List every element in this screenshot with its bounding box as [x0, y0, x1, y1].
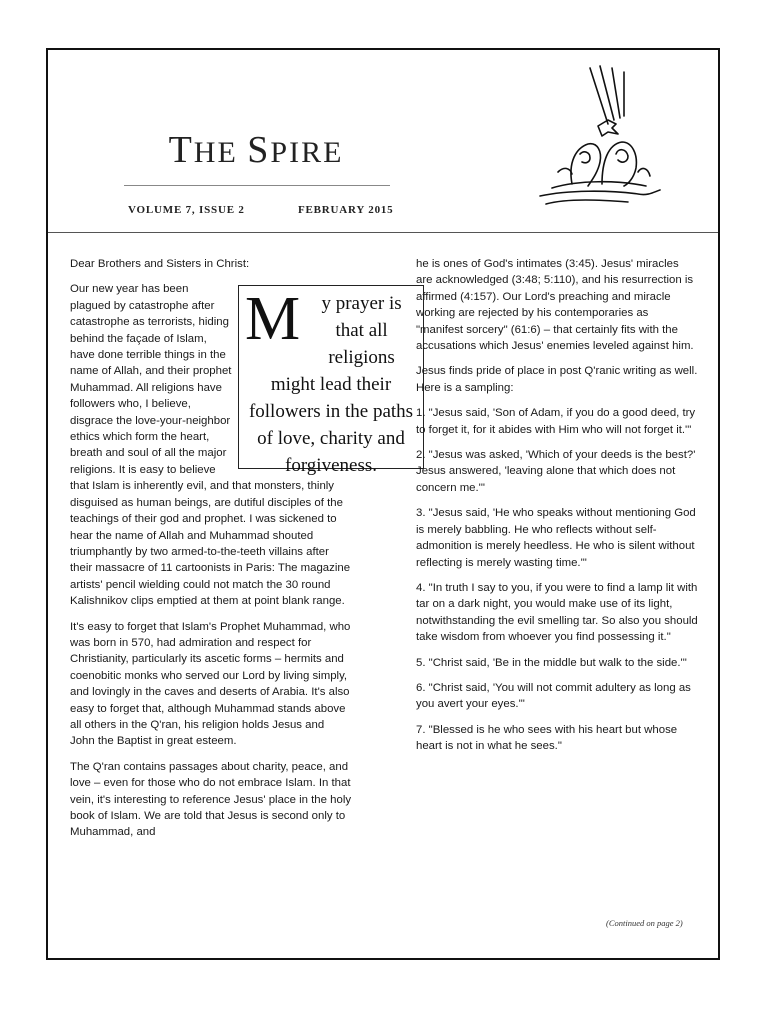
- body-paragraph: It's easy to forget that Islam's Prophet Muhammad, who was born in 570, had admiration and respect for Christianity, particularly its ascetic forms – hermits and coenobitic monks who served our Lord by living simply, and lovingly in the caves and deserts of Arabia. It's also easy to forget that, although Muhammad stands above all others in the Q'ran, his religion holds Jesus and John the Baptist in great esteem.: [70, 620, 351, 748]
- continued-note: (Continued on page 2): [606, 918, 683, 928]
- saying-item: 6. "Christ said, 'You will not commit adultery as long as you avert your eyes.'": [416, 681, 691, 711]
- pull-quote: [238, 285, 424, 477]
- saying-item: 5. "Christ said, 'Be in the middle but walk to the side.'": [416, 656, 687, 669]
- issue-date: FEBRUARY 2015: [298, 204, 394, 216]
- pull-quote-text: y prayer is that all religions might lead their followers in the paths of love, charity and forgiveness.: [248, 293, 414, 477]
- saying-item: 4. "In truth I say to you, if you were to find a lamp lit with tar on a dark night, you would make use of its light, notwithstanding the evil smelling tar. So also you should take wisdom from whoever you find possessing it.": [416, 581, 698, 644]
- pull-quote-dropcap: M: [245, 285, 301, 354]
- saying-item: 1. "Jesus said, 'Son of Adam, if you do a good deed, try to forget it, for it abides with Him who will not forget it.'": [416, 407, 696, 436]
- header-divider: [48, 232, 718, 233]
- saying-item: 7. "Blessed is he who sees with his heart but whose heart is not in what he sees.": [416, 723, 678, 753]
- body-paragraph: The Q'ran contains passages about charity, peace, and love – even for those who do not embrace Islam. In that vein, it's interesting to reference Jesus' place in the holy book of Islam. We are told that Jesus is second only to Muhammad, and: [70, 760, 352, 839]
- body-paragraph: he is ones of God's intimates (3:45). Jesus' miracles are acknowledged (3:48; 5:110), and his resurrection is affirmed (4:157). Our Lord's preaching and miracle working are rejected by his contemporaries as "manifest sorcery" (61:6) – that certainly fits with the accusations which Jesus' enemies leveled against him.: [416, 258, 694, 353]
- right-column: [416, 256, 698, 764]
- salutation: Dear Brothers and Sisters in Christ:: [70, 258, 250, 270]
- saying-item: 3. "Jesus said, 'He who speaks without mentioning God is merely babbling. He who reflects without self-admonition is merely heedless. He who is silent without reflecting is merely wasting time.'": [416, 507, 696, 569]
- left-column: [70, 256, 414, 850]
- saying-item: 2. "Jesus was asked, 'Which of your deeds is the best?' Jesus answered, 'leaving alone that which does not concern me.'": [416, 449, 696, 494]
- body-paragraph: Jesus finds pride of place in post Q'ranic writing as well. Here is a sampling:: [416, 365, 698, 394]
- newsletter-title: THE SPIRE: [168, 129, 344, 171]
- masthead-divider: [124, 185, 390, 186]
- body-paragraph: Our new year has been plagued by catastrophe after catastrophe as terrorists, hiding behind the façade of Islam, have done terrible things in the name of Allah, and their prophet Muhammad. All religions have followers who, I believe, disgrace the love-your-neighbor ethics which form the heart, breath and soul of all the major religions. It is easy to believe that Islam is inherently evil, and that monsters, thinly disguised as human beings, are dutiful disciples of the teachings of their god and prophet. I was sickened to hear the name of Allah and Muhammad shouted triumphantly by two armed-to-the-teeth villains after their massacre of 11 cartoonists in Paris: The magazine artists' pencil wielding could not match the 30 round Kalishnikov clips emptied at them at point blank range.: [70, 283, 351, 608]
- holy-spirit-logo-icon: [528, 62, 668, 212]
- volume-issue: VOLUME 7, ISSUE 2: [128, 204, 245, 216]
